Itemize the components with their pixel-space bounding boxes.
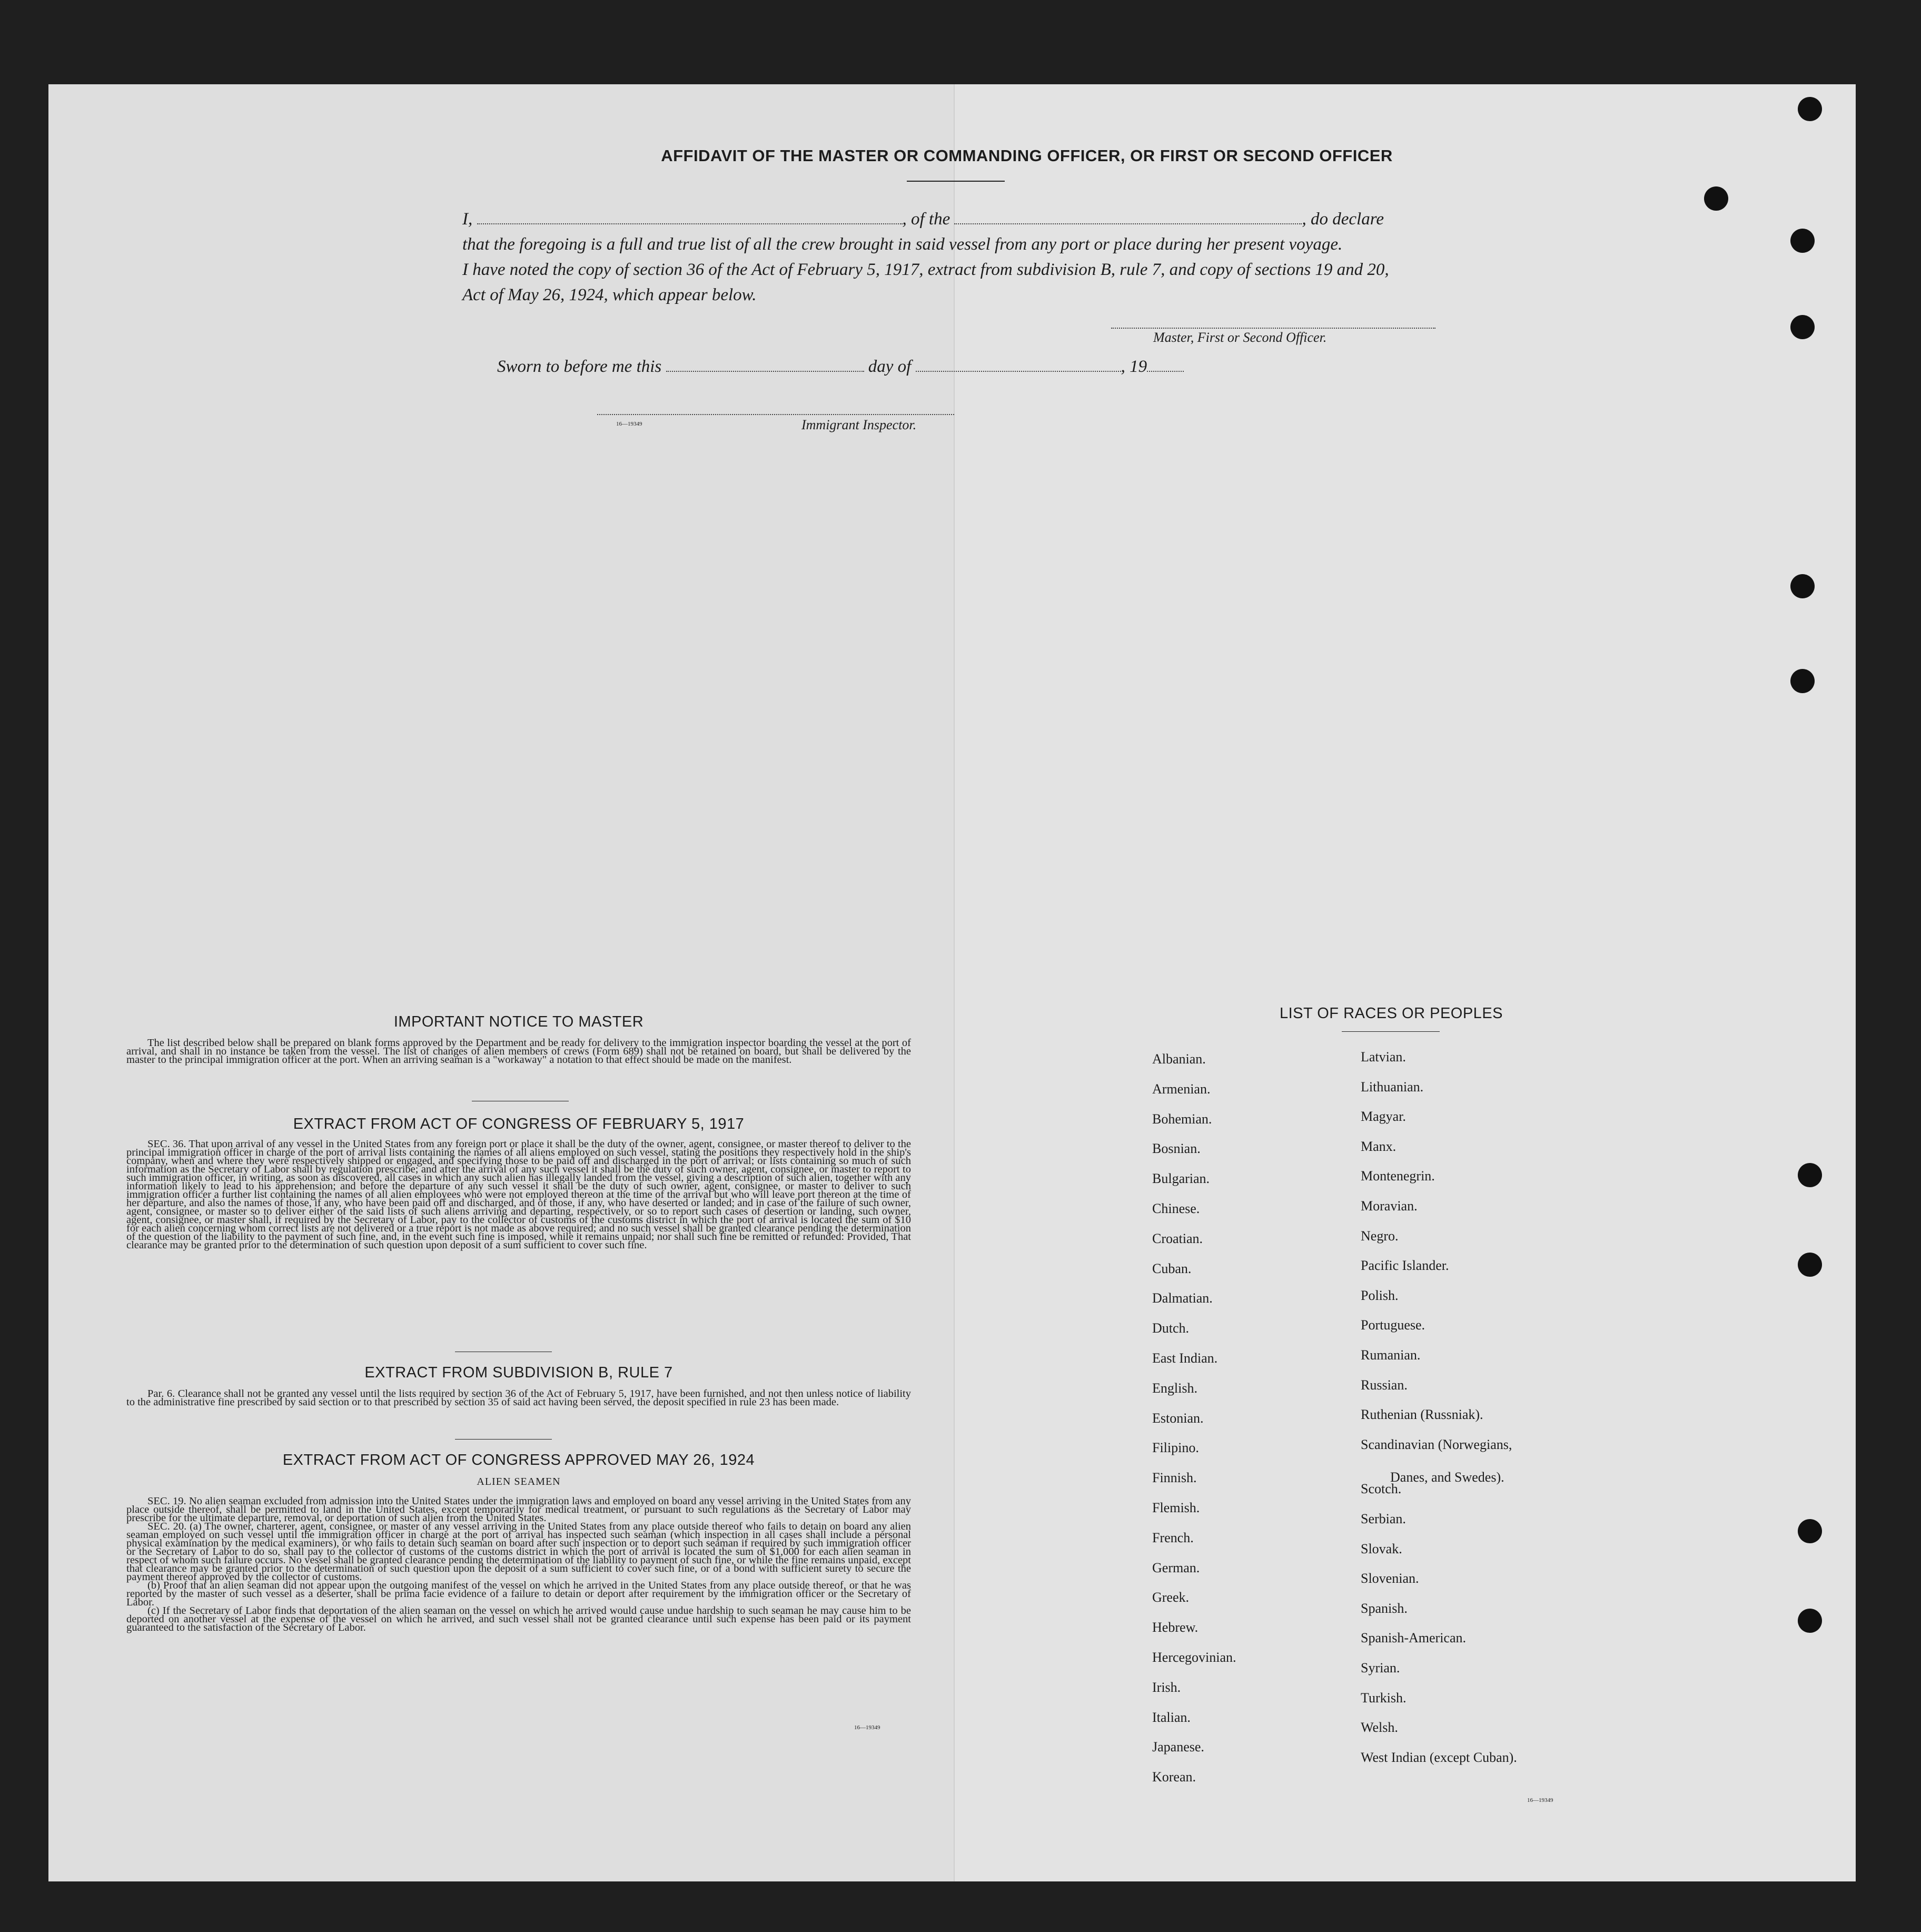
race-item: Bulgarian.: [1152, 1171, 1210, 1187]
inspector-signature-line: [597, 414, 954, 415]
race-item: Korean.: [1152, 1769, 1196, 1785]
affidavit-line3: I have noted the copy of section 36 of the Act of February 5, 1917, extract from subdivision B, rule 7, and copy of sections 19 and 20,: [462, 260, 1389, 279]
race-item: West Indian (except Cuban).: [1361, 1749, 1517, 1765]
race-item: Dalmatian.: [1152, 1290, 1213, 1306]
race-item: Polish.: [1361, 1287, 1399, 1303]
race-item: Spanish.: [1361, 1600, 1408, 1616]
document-sheet: [48, 84, 1856, 1881]
race-item: Scandinavian (Norwegians,: [1361, 1436, 1512, 1452]
of-the-label: , of the: [902, 210, 950, 229]
race-item: Estonian.: [1152, 1410, 1204, 1426]
rule7-rule: [455, 1439, 552, 1440]
affidavit-form-number: 16—19349: [616, 421, 642, 427]
race-item: Welsh.: [1361, 1720, 1398, 1736]
race-item: Magyar.: [1361, 1109, 1406, 1125]
race-item: Pacific Islander.: [1361, 1258, 1449, 1274]
sworn-label: Sworn to before me this: [497, 357, 662, 376]
title-rule: [907, 181, 1005, 182]
affidavit-title: AFFIDAVIT OF THE MASTER OR COMMANDING OFFICER, OR FIRST OR SECOND OFFICER: [661, 146, 1393, 165]
par-6-paragraph: Par. 6. Clearance shall not be granted any vessel until the lists required by section 36 of the Act of February 5, 1917, have been furnished, and not then unless notice of liability to the administrative fine prescribed by said section or to that prescribed by section 35 of said act having been served, the deposit specified in rule 23 has been made.: [126, 1388, 911, 1408]
races-rule: [1342, 1031, 1440, 1032]
affidavit-line2: that the foregoing is a full and true list of all the crew brought in said vessel from any port or place during her present voyage.: [462, 235, 1343, 254]
race-item: Flemish.: [1152, 1500, 1200, 1515]
binder-hole: [1798, 1609, 1822, 1633]
race-item: Montenegrin.: [1361, 1168, 1435, 1184]
race-item: Portuguese.: [1361, 1317, 1425, 1333]
race-item: Greek.: [1152, 1590, 1190, 1605]
do-declare-label: , do declare: [1302, 210, 1384, 229]
race-item: Rumanian.: [1361, 1347, 1421, 1363]
binder-hole: [1790, 315, 1815, 339]
alien-seamen-subtitle: ALIEN SEAMEN: [477, 1476, 561, 1487]
races-form-number: 16—19349: [1527, 1797, 1553, 1803]
binder-hole: [1798, 1253, 1822, 1277]
race-item: Finnish.: [1152, 1470, 1197, 1486]
race-item: Bohemian.: [1152, 1111, 1212, 1127]
race-item: Latvian.: [1361, 1049, 1406, 1064]
race-item: English.: [1152, 1380, 1197, 1396]
notice-paragraph: The list described below shall be prepared on blank forms approved by the Department and be ready for delivery to the immigration inspector boarding the vessel at the port of arrival, and shall in no instance be taken from the vessel. The list of changes of alien members of crews (Form 689) shall not be retained on board, but shall be delivered by the master to the principal immigration officer at the port. When an arriving seaman is a "workaway" a notation to that effect should be made on the manifest.: [126, 1037, 911, 1066]
race-item: Japanese.: [1152, 1739, 1204, 1755]
race-item: Slovak.: [1361, 1541, 1402, 1556]
race-item: Negro.: [1361, 1228, 1399, 1244]
sworn-line: [497, 357, 1287, 377]
scandinavian-continuation: Danes, and Swedes).: [1390, 1470, 1504, 1485]
race-item: Irish.: [1152, 1679, 1181, 1695]
day-of-label: day of: [868, 357, 912, 376]
races-title: LIST OF RACES OR PEOPLES: [1279, 1005, 1503, 1022]
master-signature-line: [1111, 328, 1435, 329]
race-item: Hebrew.: [1152, 1620, 1199, 1635]
race-item: Slovenian.: [1361, 1571, 1419, 1586]
race-item: Croatian.: [1152, 1230, 1203, 1246]
race-item: East Indian.: [1152, 1351, 1218, 1366]
year-label: , 19: [1121, 357, 1147, 376]
race-item: Serbian.: [1361, 1511, 1406, 1526]
race-item: Syrian.: [1361, 1660, 1400, 1675]
race-item: Russian.: [1361, 1377, 1408, 1393]
race-item: Hercegovinian.: [1152, 1650, 1236, 1665]
binder-hole: [1790, 229, 1815, 253]
name-blank: [477, 218, 903, 224]
extract-1917-text: [126, 1140, 911, 1249]
race-item: French.: [1152, 1530, 1194, 1545]
race-item: Albanian.: [1152, 1051, 1206, 1067]
section-36-paragraph: SEC. 36. That upon arrival of any vessel in the United States from any foreign port or place it shall be the duty of the owner, agent, consignee, or master thereof to deliver to the principal immigration officer in charge of the port of arrival lists containing the names of all aliens employed on such vessel, stating the positions they respectively hold in the ship's company, when and where they were respectively shipped or engaged, and specifying those to be paid off and discharged in the port of arrival; or lists containing so much of such information as the Secretary of Labor shall by regulation prescribe; and after the arrival of any such vessel it shall be the duty of such owner, agent, consignee, or master to report to such immigration officer, in writing, as soon as discovered, all cases in which any such alien has illegally landed from the vessel, giving a description of such alien, together with any information likely to lead to his apprehension; and before the departure of any such vessel it shall be the duty of such owner, agent, consignee, or master to deliver to such immigration officer a further list containing the names of all alien employees who were not employed thereon at the time of the arrival but who will leave port thereon at the time of her departure, and also the names of those, if any, who have been paid off and discharged, and of those, if any, who have deserted or landed; and in case of the failure of such owner, agent, consignee, or master so to deliver either of the said lists of such aliens arriving and departing, respectively, or so to report such cases of desertion or landing, such owner, agent, consignee, or master shall, if required by the Secretary of Labor, pay to the collector of customs of the customs district in which the port of arrival is located the sum of $10 for each alien concerning whom correct lists are not delivered or a true report is not made as above required; and no such vessel shall be granted clearance pending the determination of the question of the liability to the payment of such fine, and, in the event such fine is imposed, while it remains unpaid; nor shall such fine be remitted or refunded: Provided, That clearance may be granted prior to the determination of such question upon deposit of a sum sufficient to cover such fine.: [126, 1138, 911, 1251]
race-item: Ruthenian (Russniak).: [1361, 1407, 1483, 1423]
sworn-day-blank: [666, 366, 864, 372]
race-item: Italian.: [1152, 1709, 1191, 1725]
affidavit-line1: [462, 210, 1516, 229]
race-item: Chinese.: [1152, 1201, 1200, 1216]
section-20a-paragraph: SEC. 20. (a) The owner, charterer, agent, consignee, or master of any vessel arriving in the United States from any place outside thereof who fails to detain on board any alien seaman employed on such vessel until the immigration officer in charge at the port of arrival has inspected such seaman (which inspection in all cases shall include a personal physical examination by the medical examiners), or who fails to detain such seaman on board after such inspection or to deport such seaman if required by such immigration officer or the Secretary of Labor to do so, shall pay to the collector of customs of the customs district in which the port of arrival is located the sum of $1,000 for each alien seaman in respect of whom such failure occurs. No vessel shall be granted clearance pending the determination of the liability to payment of such fine, or while the fine remains unpaid, except that clearance may be granted prior to the determination of such question upon the deposit of a sum sufficient to cover such fine, or of a bond with sufficient surety to secure the payment thereof approved by the collector of customs.: [126, 1521, 911, 1583]
year-blank: [1147, 366, 1184, 372]
section-19-paragraph: SEC. 19. No alien seaman excluded from admission into the United States under the immigration laws and employed on board any vessel arriving in the United States from any place outside thereof, shall be permitted to land in the United States, except temporarily for medical treatment, or pursuant to such regulations as the Secretary of Labor may prescribe for the ultimate departure, removal, or deportation of such alien from the United States.: [126, 1495, 911, 1524]
section-20b-paragraph: (b) Proof that an alien seaman did not appear upon the outgoing manifest of the vessel on which he arrived in the United States from any place outside thereof, or that he was reported by the master of such vessel as a deserter, shall be prima facie evidence of a failure to detain or deport after requirement by the immigration officer or the Secretary of Labor.: [126, 1580, 911, 1608]
race-item: Cuban.: [1152, 1260, 1192, 1276]
rule7-title: EXTRACT FROM SUBDIVISION B, RULE 7: [364, 1364, 673, 1381]
rule7-text: [126, 1389, 911, 1406]
section-20c-paragraph: (c) If the Secretary of Labor finds that deportation of the alien seaman on the vessel on which he arrived would cause undue hardship to such seaman he may cause him to be deported on another vessel at the expense of the vessel on which he arrived, and such vessel shall not be granted clearance until such expense has been paid or its payment guaranteed to the satisfaction of the Secretary of Labor.: [126, 1605, 911, 1633]
notice-title: IMPORTANT NOTICE TO MASTER: [393, 1013, 644, 1030]
center-fold: [954, 84, 955, 1881]
race-item: German.: [1152, 1560, 1200, 1575]
race-item: Manx.: [1361, 1138, 1397, 1154]
binder-hole: [1704, 186, 1728, 211]
race-item: Bosnian.: [1152, 1141, 1201, 1157]
extract-1924-text: [126, 1497, 911, 1632]
extract-1917-title: EXTRACT FROM ACT OF CONGRESS OF FEBRUARY 5, 1917: [293, 1116, 745, 1132]
race-item: Turkish.: [1361, 1690, 1407, 1706]
race-item: Scotch.: [1361, 1481, 1402, 1497]
binder-hole: [1790, 574, 1815, 598]
i-label: I,: [462, 210, 473, 229]
race-item: Dutch.: [1152, 1320, 1190, 1336]
binder-hole: [1798, 97, 1822, 121]
extract-form-number: 16—19349: [854, 1724, 880, 1731]
extract-1924-title: EXTRACT FROM ACT OF CONGRESS APPROVED MAY 26, 1924: [282, 1452, 755, 1468]
master-caption: Master, First or Second Officer.: [1153, 330, 1327, 345]
inspector-caption: Immigrant Inspector.: [801, 417, 917, 432]
notice-text: [126, 1039, 911, 1064]
affidavit-line4: Act of May 26, 1924, which appear below.: [462, 285, 757, 304]
race-item: Armenian.: [1152, 1081, 1211, 1097]
binder-hole: [1798, 1519, 1822, 1543]
race-item: Moravian.: [1361, 1198, 1418, 1214]
vessel-blank: [954, 218, 1302, 224]
binder-hole: [1798, 1163, 1822, 1187]
sworn-month-blank: [916, 366, 1121, 372]
race-item: Spanish-American.: [1361, 1630, 1467, 1646]
race-item: Lithuanian.: [1361, 1079, 1424, 1095]
binder-hole: [1790, 669, 1815, 693]
race-item: Filipino.: [1152, 1440, 1199, 1456]
